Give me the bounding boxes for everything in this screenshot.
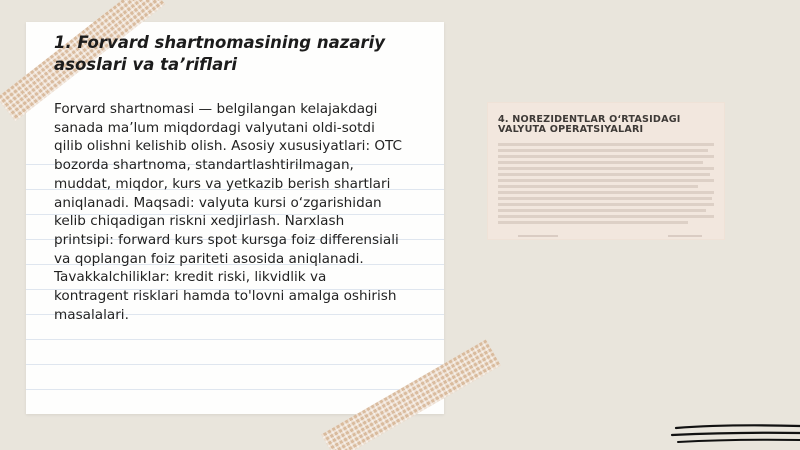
document-heading: 4. NOREZIDENTLAR O‘RTASIDAGI VALYUTA OPERATSIYALARI <box>498 114 681 135</box>
decorative-strokes <box>668 420 800 450</box>
slide-title: 1. Forvard shartnomasining nazariy asoslari va ta’riflari <box>54 33 386 74</box>
document-image <box>488 103 724 239</box>
slide-body-text: Forvard shartnomasi — belgilangan kelajakdagi sanada ma’lum miqdordagi valyutani oldi-sotdi qilib olishni kelishib olish. Asosiy xususiyatlari: OTC bozorda shartnoma, standartlashtirilmagan, muddat, miqdor, kurs va yetkazib berish shartlari aniqlanadi. Maqsadi: valyuta kursi o‘zgarishidan kelib chiqadigan riskni xedjirlash. Narxlash printsipi: forward kurs spot kursga foiz differensiali va qoplangan foiz pariteti asosida aniqlanadi. Tavakkalchiliklar: kredit riski, likvidlik va kontragent risklari hamda to'lovni amalga oshirish masalalari. <box>54 101 403 323</box>
